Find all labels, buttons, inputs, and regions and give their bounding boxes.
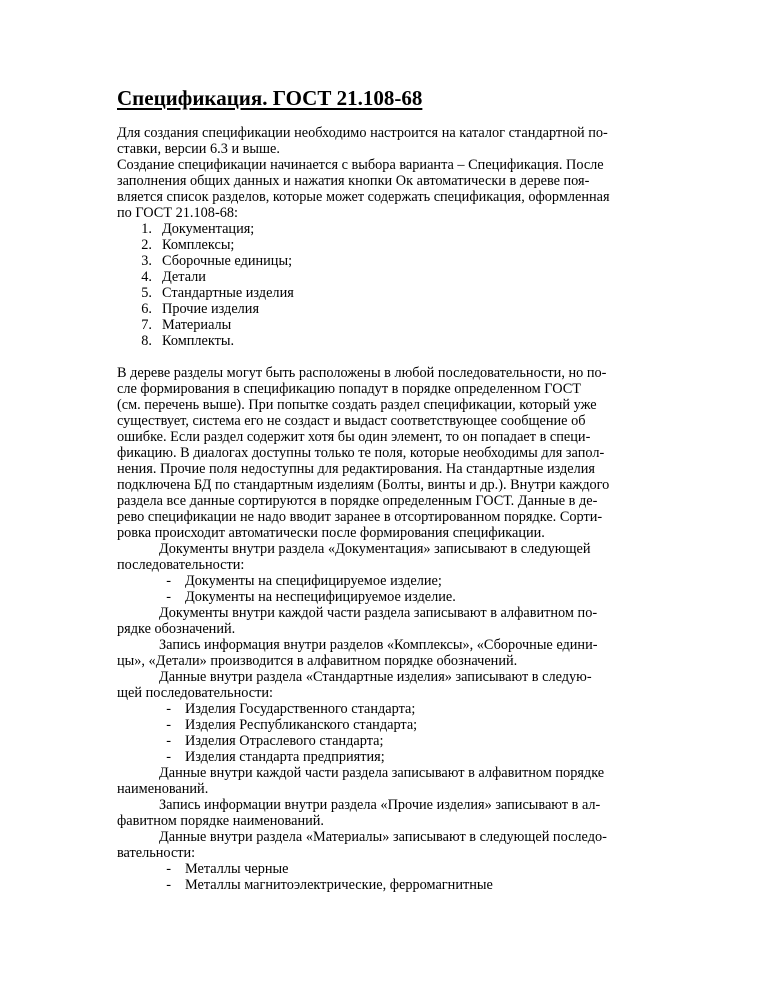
text-line: подключена БД по стандартным изделиям (Болты, винты и др.). Внутри каждого (117, 477, 610, 493)
list-item (117, 749, 658, 765)
list-number: 5. (141, 285, 152, 301)
list-item (117, 733, 658, 749)
complex-alpha-paragraph (117, 637, 658, 669)
body-paragraph (117, 365, 658, 541)
list-item-text: Стандартные изделия (162, 285, 294, 301)
list-number: 1. (141, 221, 152, 237)
list-item-text: Документация; (162, 221, 255, 237)
doc-items-list (117, 573, 658, 605)
text-line: Данные внутри каждой части раздела записывают в алфавитном порядке (159, 765, 605, 781)
list-item-text: Комплексы; (162, 237, 235, 253)
list-number: 4. (141, 269, 152, 285)
dash-bullet: - (166, 717, 171, 733)
list-item (117, 701, 658, 717)
text-line: ровка происходит автоматически после формирования спецификации. (117, 525, 545, 541)
list-item-text: Металлы магнитоэлектрические, ферромагнитные (185, 877, 493, 893)
list-item (117, 269, 658, 285)
list-item (117, 589, 658, 605)
text-line: заполнения общих данных и нажатия кнопки Ок автоматически в дереве поя- (117, 173, 590, 189)
list-number: 3. (141, 253, 152, 269)
list-item (117, 221, 658, 237)
dash-bullet: - (166, 861, 171, 877)
list-item-text: Комплекты. (162, 333, 235, 349)
text-line: Документы внутри каждой части раздела записывают в алфавитном по- (159, 605, 598, 621)
list-item (117, 237, 658, 253)
text-line: В дереве разделы могут быть расположены в любой последовательности, но по- (117, 365, 607, 381)
text-line: Данные внутри раздела «Материалы» записывают в следующей последо- (159, 829, 607, 845)
text-line: Документы внутри раздела «Документация» записывают в следующей (159, 541, 591, 557)
text-line: Для создания спецификации необходимо настроится на каталог стандартной по- (117, 125, 608, 141)
document-page (117, 86, 658, 893)
text-line: сле формирования в спецификацию попадут в порядке определенном ГОСТ (117, 381, 581, 397)
text-line: нения. Прочие поля недоступны для редактирования. На стандартные изделия (117, 461, 595, 477)
list-item-text: Изделия Отраслевого стандарта; (185, 733, 384, 749)
list-item-text: Детали (162, 269, 206, 285)
text-line: Создание спецификации начинается с выбора варианта – Спецификация. После (117, 157, 604, 173)
text-line: по ГОСТ 21.108-68: (117, 205, 238, 221)
std-items-list (117, 701, 658, 765)
list-item-text: Металлы черные (185, 861, 289, 877)
mat-items-list (117, 861, 658, 893)
text-line: существует, система его не создаст и выдаст соответствующее сообщение об (117, 413, 586, 429)
text-line: фикацию. В диалогах доступны только те поля, которые необходимы для запол- (117, 445, 605, 461)
list-item-text: Материалы (162, 317, 232, 333)
text-line: Данные внутри раздела «Стандартные изделия» записывают в следую- (159, 669, 592, 685)
list-item (117, 253, 658, 269)
text-line: последовательности: (117, 557, 245, 573)
text-line: щей последовательности: (117, 685, 273, 701)
list-number: 2. (141, 237, 152, 253)
list-item-text: Изделия Республиканского стандарта; (185, 717, 418, 733)
std-alpha-paragraph (117, 765, 658, 797)
text-line: фавитном порядке наименований. (117, 813, 324, 829)
list-item (117, 285, 658, 301)
list-number: 6. (141, 301, 152, 317)
text-line: Запись информация внутри разделов «Комплексы», «Сборочные едини- (159, 637, 598, 653)
text-line: вательности: (117, 845, 196, 861)
list-item (117, 861, 658, 877)
dash-bullet: - (166, 573, 171, 589)
text-line: Запись информации внутри раздела «Прочие изделия» записывают в ал- (159, 797, 601, 813)
sections-list (117, 221, 658, 349)
list-item (117, 573, 658, 589)
text-line: вляется список разделов, которые может содержать спецификация, оформленная (117, 189, 610, 205)
doc-alpha-paragraph (117, 605, 658, 637)
mat-order-paragraph (117, 829, 658, 861)
list-item-text: Изделия стандарта предприятия; (185, 749, 385, 765)
text-line: раздела все данные сортируются в порядке определенным ГОСТ. Данные в де- (117, 493, 598, 509)
dash-bullet: - (166, 589, 171, 605)
list-item (117, 717, 658, 733)
doc-order-paragraph (117, 541, 658, 573)
text-line: рядке обозначений. (117, 621, 236, 637)
list-item (117, 301, 658, 317)
std-order-paragraph (117, 669, 658, 701)
text-line: цы», «Детали» производится в алфавитном порядке обозначений. (117, 653, 518, 669)
list-item-text: Прочие изделия (162, 301, 260, 317)
text-line: рево спецификации не надо вводит заранее в отсортированном порядке. Сорти- (117, 509, 603, 525)
page-title: Спецификация. ГОСТ 21.108-68 (117, 86, 423, 110)
other-alpha-paragraph (117, 797, 658, 829)
text-line: (см. перечень выше). При попытке создать раздел спецификации, который уже (117, 397, 597, 413)
list-item-text: Документы на специфицируемое изделие; (185, 573, 442, 589)
text-line: ставки, версии 6.3 и выше. (117, 141, 280, 157)
list-item-text: Изделия Государственного стандарта; (185, 701, 416, 717)
list-item (117, 877, 658, 893)
list-number: 8. (141, 333, 152, 349)
dash-bullet: - (166, 733, 171, 749)
text-line: ошибке. Если раздел содержит хотя бы один элемент, то он попадает в специ- (117, 429, 591, 445)
list-number: 7. (141, 317, 152, 333)
dash-bullet: - (166, 749, 171, 765)
intro-paragraph (117, 125, 658, 221)
list-item-text: Документы на неспецифицируемое изделие. (185, 589, 456, 605)
paragraph-gap (117, 349, 658, 365)
dash-bullet: - (166, 877, 171, 893)
list-item (117, 333, 658, 349)
text-line: наименований. (117, 781, 209, 797)
list-item (117, 317, 658, 333)
list-item-text: Сборочные единицы; (162, 253, 293, 269)
dash-bullet: - (166, 701, 171, 717)
